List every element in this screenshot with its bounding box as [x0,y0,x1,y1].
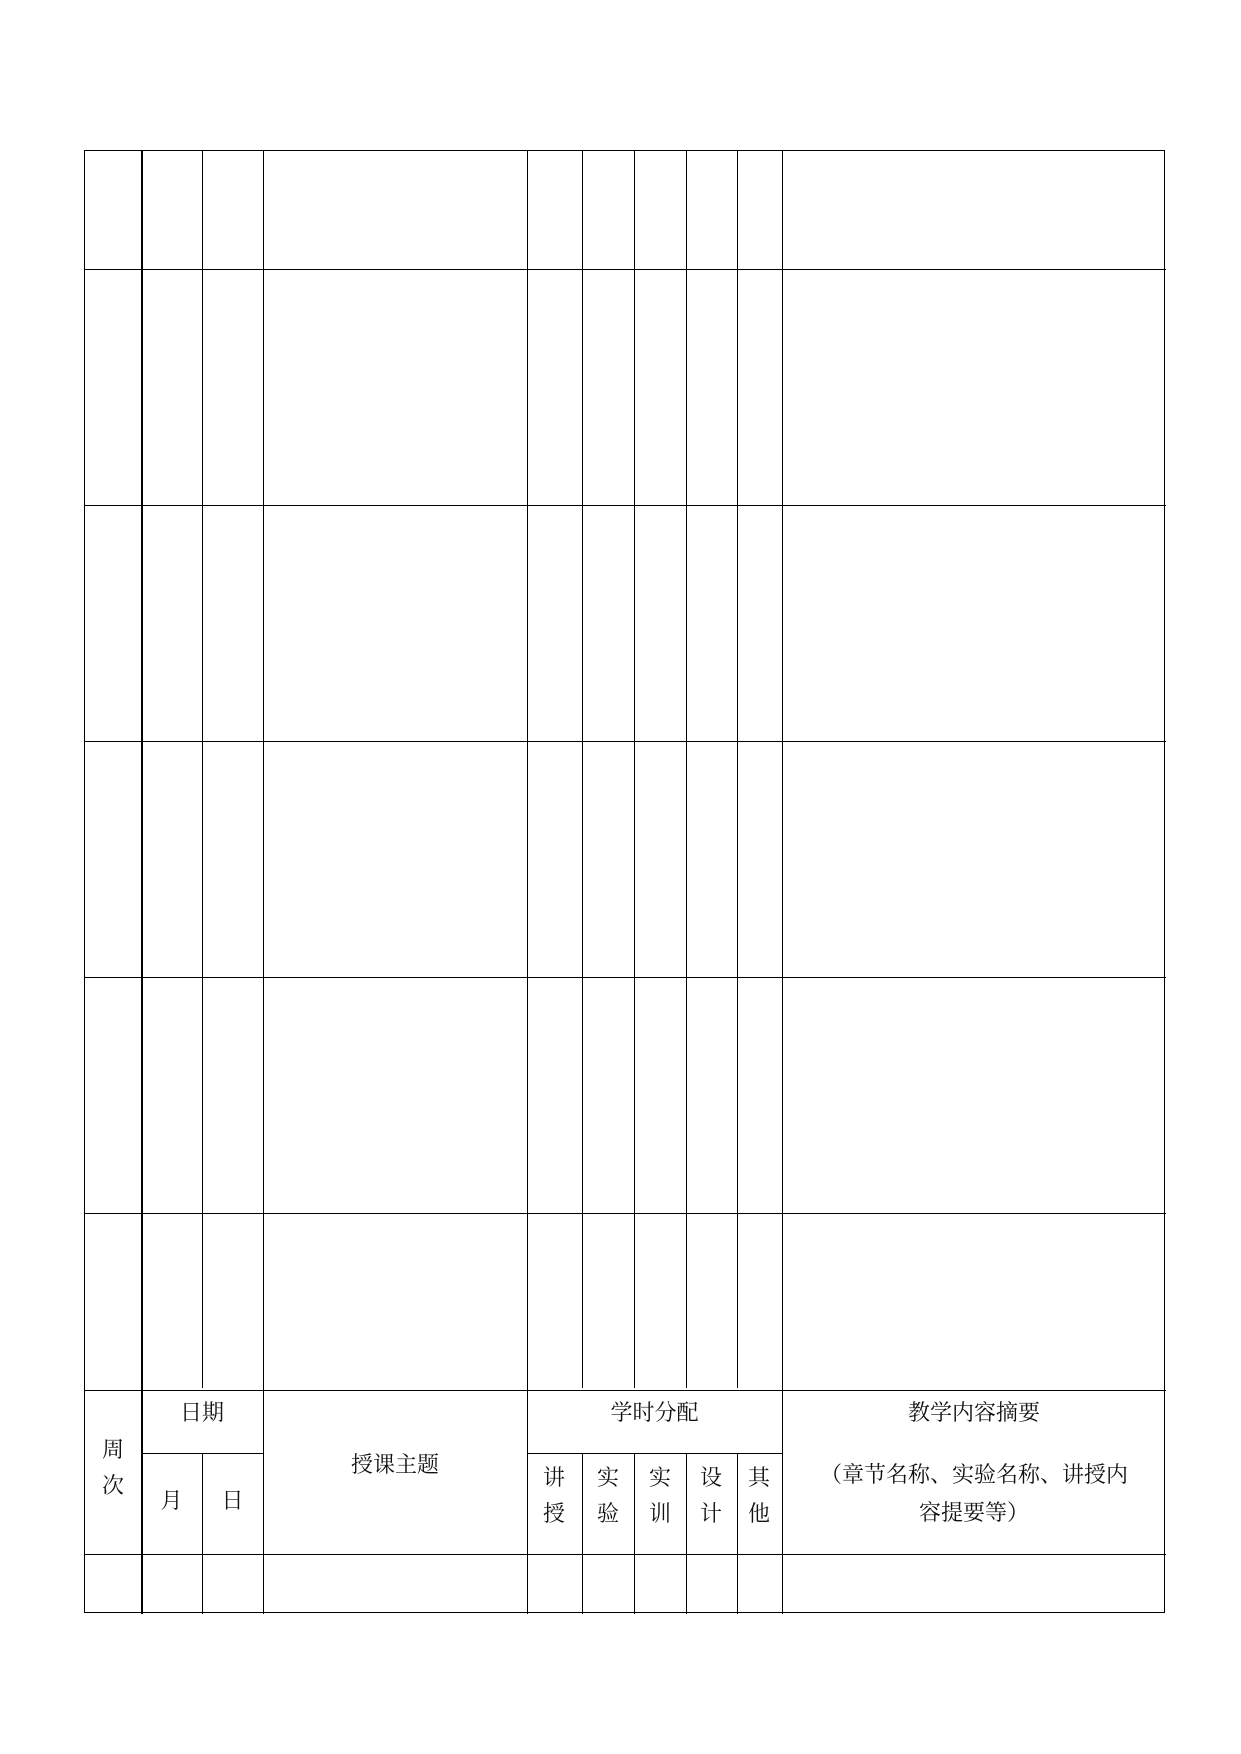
month-header: 月 [160,1489,183,1514]
week-cell[interactable] [85,977,141,1213]
table-row [85,151,1166,269]
summary-cell[interactable] [782,1555,1166,1614]
week-cell[interactable] [85,505,141,741]
other-header: 其他 [747,1466,770,1527]
summary-note-line-2: 容提要等） [918,1501,1029,1526]
schedule-table [84,150,1165,1613]
lecture-header: 讲授 [542,1466,565,1527]
experiment-header: 实验 [596,1466,619,1527]
week-cell[interactable] [85,1213,141,1390]
hours-subheader-line [527,1453,782,1454]
hours-header: 学时分配 [610,1401,699,1426]
day-header: 日 [221,1489,244,1514]
topic-header: 授课主题 [350,1453,439,1478]
table-row [85,741,1166,977]
design-header: 设计 [699,1466,722,1527]
topic-cell[interactable] [263,269,527,505]
summary-cell[interactable] [782,505,1166,741]
week-cell[interactable] [85,269,141,505]
summary-cell[interactable] [782,151,1166,269]
week-cell[interactable] [85,741,141,977]
topic-cell[interactable] [263,977,527,1213]
topic-cell[interactable] [263,151,527,269]
week-cell[interactable] [85,151,141,269]
summary-cell[interactable] [782,741,1166,977]
table-row [85,505,1166,741]
practice-header: 实训 [648,1466,671,1527]
week-cell[interactable] [85,1555,141,1614]
summary-note-line-1: （章节名称、实验名称、讲授内 [819,1463,1128,1488]
header-top-border [85,1390,1166,1391]
date-subheader-line [141,1453,263,1454]
topic-cell[interactable] [263,741,527,977]
table-row [85,1213,1166,1390]
topic-cell[interactable] [263,1213,527,1390]
summary-cell[interactable] [782,1213,1166,1390]
date-header: 日期 [179,1401,224,1426]
table-row [85,977,1166,1213]
table-row [85,269,1166,505]
topic-cell[interactable] [263,1555,527,1614]
summary-cell[interactable] [782,269,1166,505]
summary-cell[interactable] [782,977,1166,1213]
week-header: 周次 [101,1438,124,1499]
topic-cell[interactable] [263,505,527,741]
table-row [85,1555,1166,1614]
summary-header: 教学内容摘要 [907,1401,1040,1426]
